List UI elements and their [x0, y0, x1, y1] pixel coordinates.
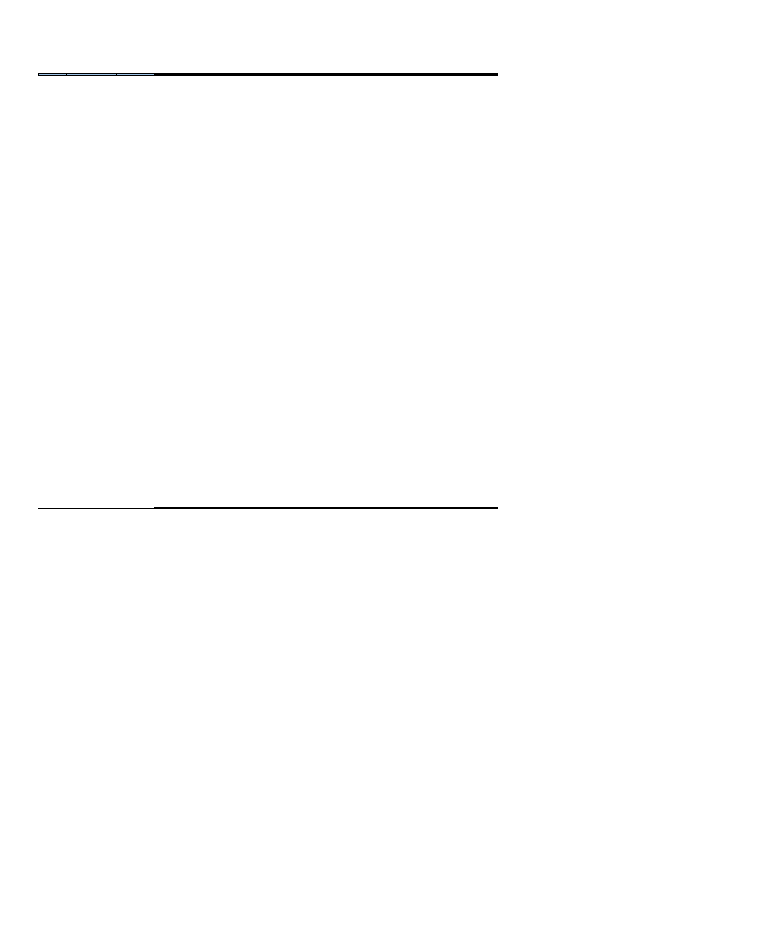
header-guru	[346, 508, 379, 509]
header-guru	[346, 75, 379, 76]
header-guru	[464, 508, 498, 509]
schedule-table-bottom	[38, 507, 498, 509]
schedule-table-top	[38, 73, 498, 419]
header-hari	[39, 74, 67, 76]
header-mapel	[265, 508, 346, 509]
header-guru	[232, 75, 265, 76]
header-guru	[232, 508, 265, 509]
table-header-continued	[39, 508, 498, 509]
header-mapel	[155, 75, 232, 76]
table-header	[39, 74, 498, 76]
header-guru	[464, 75, 498, 76]
header-mapel	[379, 75, 464, 76]
header-waktu	[67, 74, 117, 76]
table-body-top	[39, 76, 498, 419]
header-mapel	[265, 75, 346, 76]
header-mapel	[155, 508, 232, 509]
header-jam	[117, 74, 155, 76]
repeated-header-fragment	[38, 498, 497, 507]
header-mapel	[379, 508, 464, 509]
